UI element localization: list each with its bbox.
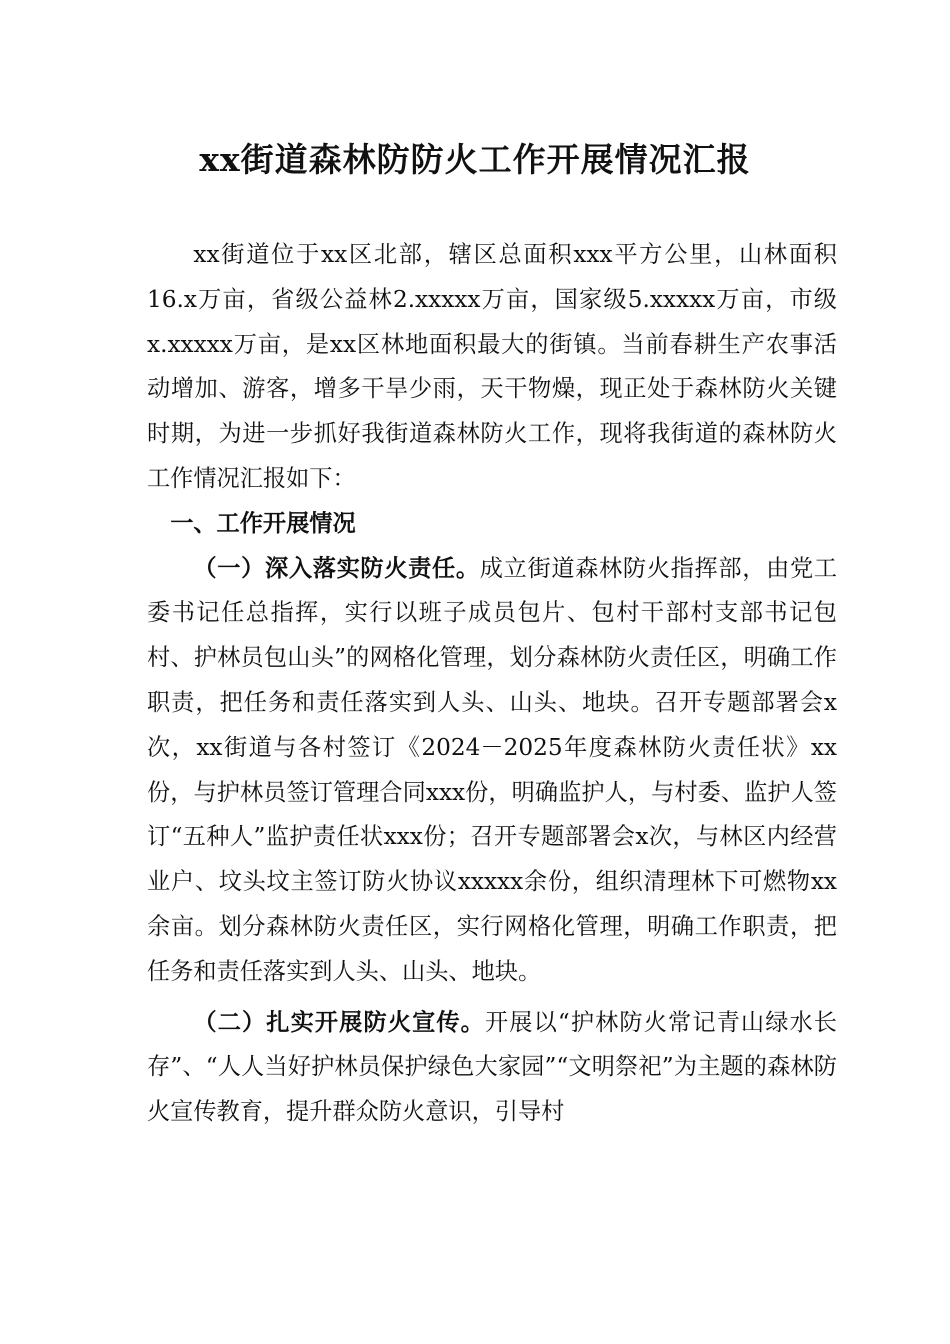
item-2-body: 开展以“护林防火常记青山绿水长存”、“人人当好护林员保护绿色大家园”“文明祭祀”为主题的森林防火宣传教育，提升群众防火意识，引导村 xyxy=(147,1008,837,1126)
item-1-paragraph xyxy=(147,547,837,995)
item-1-body: 成立街道森林防火指挥部，由党工委书记任总指挥，实行以班子成员包片、包村干部村支部书记包村、护林员包山头”的网格化管理，划分森林防火责任区，明确工作职责，把任务和责任落实到人头、山头、地块。召开专题部署会x次，xx街道与各村签订《2024－2025年度森林防火责任状》xx份，与护林员签订管理合同xxx份，明确监护人，与村委、监护人签订“五种人”监护责任状xxx份；召开专题部署会x次，与林区内经营业户、坟头坟主签订防火协议xxxxx余份，组织清理林下可燃物xx余亩。划分森林防火责任区，实行网格化管理，明确工作职责，把任务和责任落实到人头、山头、地块。 xyxy=(147,554,838,985)
item-2-lead: （二）扎实开展防火宣传。 xyxy=(193,1008,485,1036)
item-2-paragraph xyxy=(147,1001,837,1135)
document-title: xx街道森林防防火工作开展情况汇报 xyxy=(199,140,751,179)
section-heading: 一、工作开展情况 xyxy=(170,509,356,537)
intro-paragraph: xx街道位于xx区北部，辖区总面积xxx平方公里，山林面积16.x万亩，省级公益林2.xxxxx万亩，国家级5.xxxxx万亩，市级x.xxxxx万亩，是xx区林地面积最大的街镇。当前春耕生产农事活动增加、游客，增多干旱少雨，天干物燥，现正处于森林防火关键时期，为进一步抓好我街道森林防火工作，现将我街道的森林防火工作情况汇报如下： xyxy=(147,241,837,492)
item-1-lead: （一）深入落实防火责任。 xyxy=(193,554,480,582)
document-body xyxy=(147,233,837,1135)
